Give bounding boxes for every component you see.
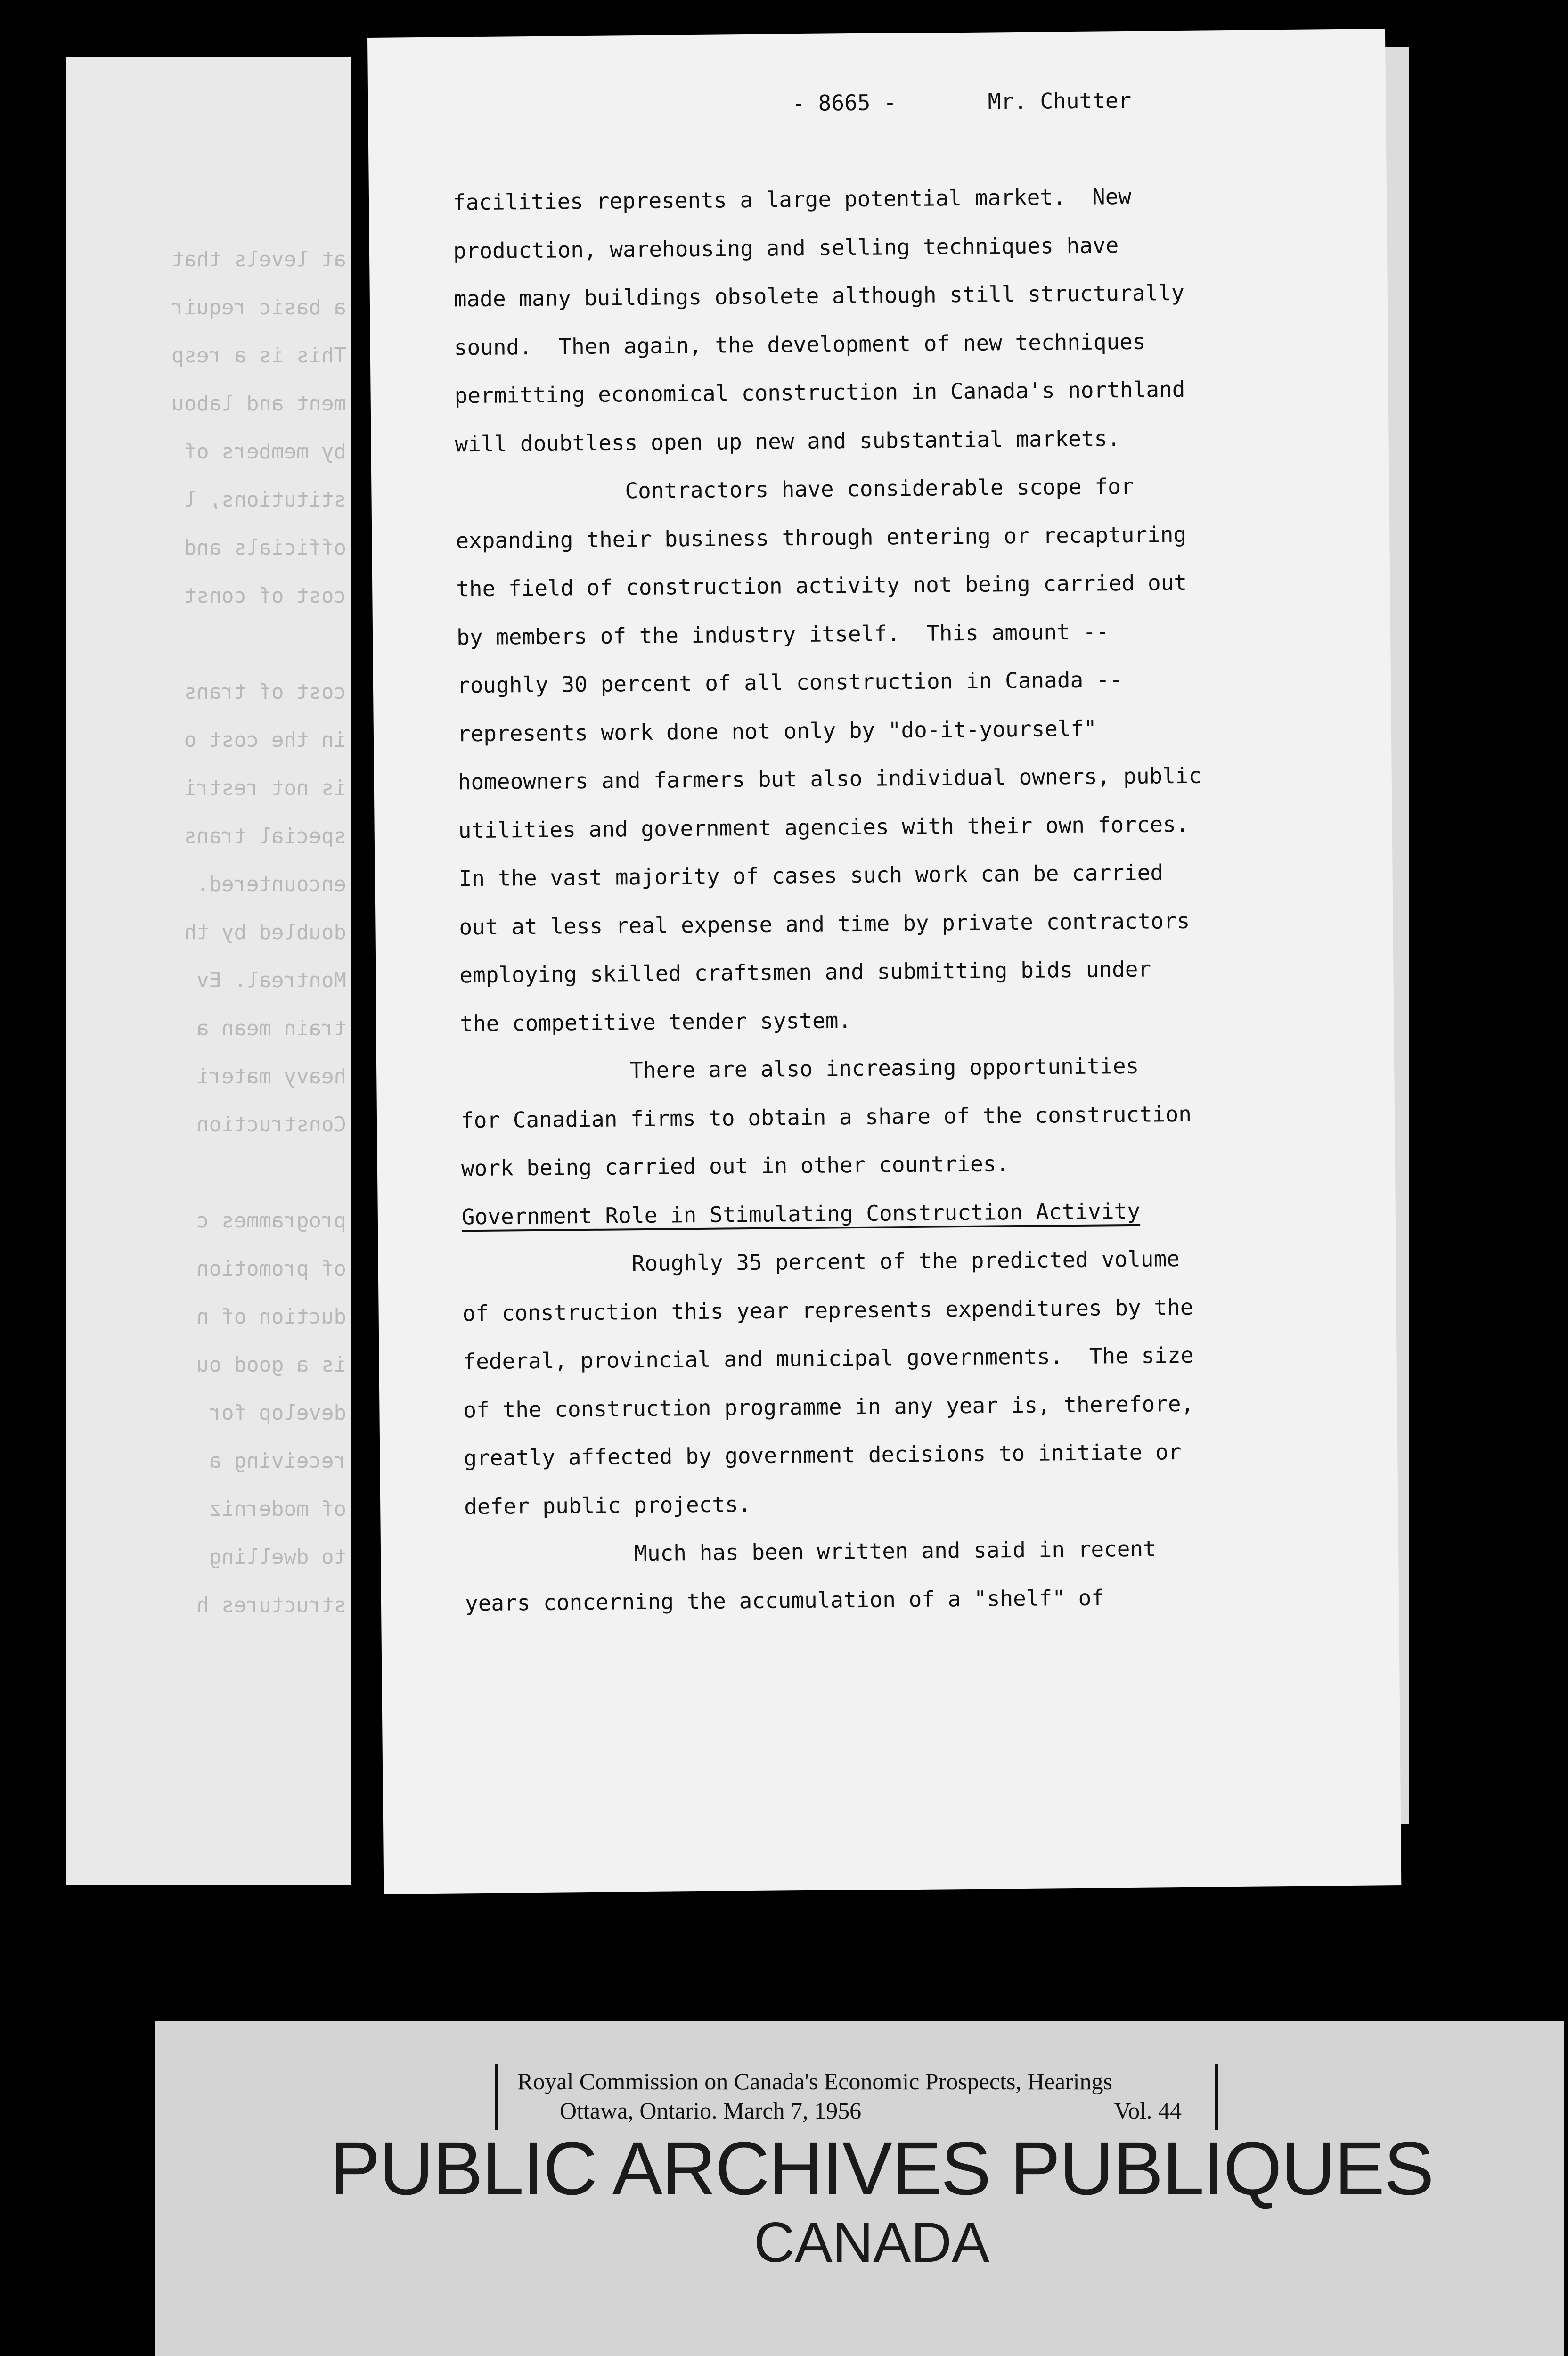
text-line: made many buildings obsolete although still structurally xyxy=(453,279,1184,312)
speaker-name: Mr. Chutter xyxy=(988,87,1132,115)
bleed-through-line: structures h xyxy=(196,1593,346,1617)
text-line: homeowners and farmers but also individual owners, public xyxy=(457,762,1202,795)
bleed-through-line: at levels that xyxy=(172,247,346,271)
text-line: years concerning the accumulation of a "shelf" of xyxy=(465,1584,1105,1616)
bleed-through-line: stitutions, l xyxy=(184,488,346,512)
bleed-through-line: encountered. xyxy=(196,872,346,896)
bleed-through-line: Montreal. Ev xyxy=(196,968,346,992)
hearing-citation xyxy=(495,2064,1218,2130)
bleed-through-line: cost of trans xyxy=(184,680,346,704)
text-line: work being carried out in other countries. xyxy=(461,1151,1010,1181)
bleed-through-line: doubled by th xyxy=(184,920,346,944)
bleed-through-text xyxy=(71,236,346,1629)
text-line: out at less real expense and time by private contractors xyxy=(459,908,1190,940)
bleed-through-line: special trans xyxy=(184,824,346,848)
text-line: of construction this year represents expenditures by the xyxy=(462,1294,1193,1326)
bleed-through-line xyxy=(71,1149,346,1197)
text-line: Much has been written and said in recent xyxy=(464,1536,1157,1568)
bleed-through-line: by members of xyxy=(184,440,346,464)
text-line: the field of construction activity not being carried out xyxy=(456,569,1187,602)
page-number: - 8665 - xyxy=(792,90,897,116)
section-heading: Government Role in Stimulating Construction Activity xyxy=(461,1198,1141,1229)
text-line: roughly 30 percent of all construction in Canada -- xyxy=(457,667,1123,698)
text-line: facilities represents a large potential market. New xyxy=(452,183,1132,215)
text-line: permitting economical construction in Canada's northland xyxy=(454,376,1185,409)
text-line: sound. Then again, the development of new techniques xyxy=(454,328,1146,360)
document-page xyxy=(368,29,1401,1894)
text-line: will doubtless open up new and substantial markets. xyxy=(455,425,1121,457)
bleed-through-line: receiving a xyxy=(209,1449,346,1473)
bleed-through-line: a basic requir xyxy=(172,295,346,319)
text-line: expanding their business through entering or recapturing xyxy=(456,521,1187,553)
text-line: by members of the industry itself. This amount -- xyxy=(456,618,1110,650)
citation-title: Royal Commission on Canada's Economic Prospects, Hearings xyxy=(517,2068,1113,2094)
text-line: employing skilled craftsmen and submitting bids under xyxy=(459,956,1152,988)
bleed-through-line: of promotion xyxy=(196,1257,346,1281)
page-header xyxy=(792,88,1132,116)
bleed-through-line xyxy=(71,620,346,668)
text-line: utilities and government agencies with their own forces. xyxy=(458,811,1189,843)
text-line: Contractors have considerable scope for xyxy=(455,473,1134,505)
bleed-through-line: cost of const xyxy=(184,584,346,608)
citation-volume: Vol. 44 xyxy=(1114,2097,1182,2124)
text-line: for Canadian firms to obtain a share of the construction xyxy=(460,1101,1192,1133)
bleed-through-line: duction of n xyxy=(196,1305,346,1329)
archives-name: PUBLIC ARCHIVES PUBLIQUES xyxy=(330,2126,1433,2210)
text-line: represents work done not only by "do-it-yourself" xyxy=(457,715,1097,746)
bleed-through-line: heavy materi xyxy=(196,1064,346,1088)
body-text xyxy=(453,172,1266,1628)
text-line: production, warehousing and selling techniques have xyxy=(453,232,1119,263)
text-line: of the construction programme in any year is, therefore, xyxy=(463,1391,1194,1423)
text-line: greatly affected by government decisions to initiate or xyxy=(464,1439,1182,1471)
text-line: In the vast majority of cases such work can be carried xyxy=(458,859,1164,892)
text-line: There are also increasing opportunities xyxy=(460,1053,1139,1085)
bleed-through-line: Construction xyxy=(196,1113,346,1137)
text-line: the competitive tender system. xyxy=(460,1007,852,1036)
citation-place-date: Ottawa, Ontario. March 7, 1956 xyxy=(560,2097,862,2124)
bleed-through-line: programmes c xyxy=(196,1209,346,1233)
bleed-through-line: in the cost o xyxy=(184,728,346,752)
bleed-through-line: to dwelling xyxy=(209,1545,346,1569)
archives-country: CANADA xyxy=(753,2211,990,2274)
bleed-through-line: ment and labou xyxy=(172,392,346,416)
bleed-through-line: is a good ou xyxy=(196,1353,346,1377)
bleed-through-line: train mean a xyxy=(196,1016,346,1040)
bleed-through-line: officials and xyxy=(184,536,346,560)
bleed-through-line: of moderniz xyxy=(209,1497,346,1521)
text-line: defer public projects. xyxy=(464,1491,751,1519)
text-line: Roughly 35 percent of the predicted volume xyxy=(462,1246,1180,1278)
bleed-through-line: is not restri xyxy=(184,776,346,800)
bleed-through-line: This is a resp xyxy=(172,344,346,368)
bleed-through-line: develop for xyxy=(209,1401,346,1425)
text-line: federal, provincial and municipal governments. The size xyxy=(463,1342,1194,1374)
